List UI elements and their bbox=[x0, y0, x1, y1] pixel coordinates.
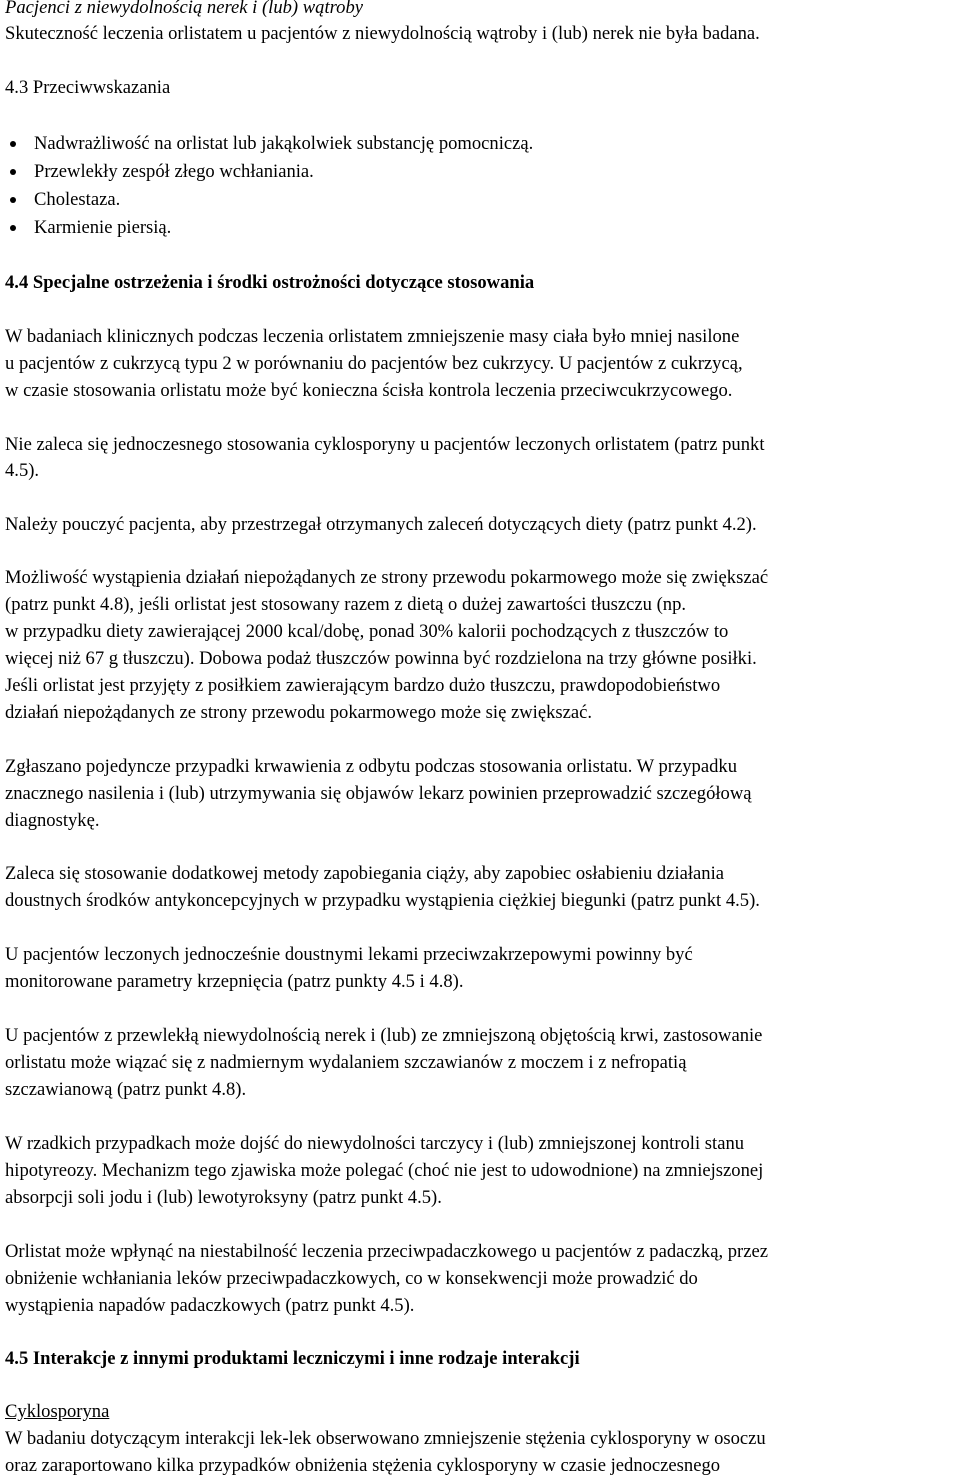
bullet-icon bbox=[10, 197, 16, 203]
paragraph-line: doustnych środków antykoncepcyjnych w przypadku wystąpienia ciężkiej biegunki (patrz punkt 4.5). bbox=[5, 890, 760, 911]
paragraph-line: Orlistat może wpłynąć na niestabilność leczenia przeciwpadaczkowego u pacjentów z padaczką, przez bbox=[5, 1241, 769, 1262]
paragraph-line: hipotyreozy. Mechanizm tego zjawiska może polegać (choć nie jest to udowodnione) na zmniejszonej bbox=[5, 1160, 764, 1181]
paragraph-line: w przypadku diety zawierającej 2000 kcal/dobę, ponad 30% kalorii pochodzących z tłuszczów to bbox=[5, 621, 729, 642]
paragraph-line: obniżenie wchłaniania leków przeciwpadaczkowych, co w konsekwencji może prowadzić do bbox=[5, 1268, 698, 1289]
paragraph-line: orlistatu może wiązać się z nadmiernym wydalaniem szczawianów z moczem i z nefropatią bbox=[5, 1052, 687, 1073]
paragraph-line: U pacjentów z przewlekłą niewydolnością nerek i (lub) ze zmniejszoną objętością krwi, zastosowanie bbox=[5, 1025, 763, 1046]
bullet-icon bbox=[10, 141, 16, 147]
paragraph-line: w czasie stosowania orlistatu może być konieczna ścisła kontrola leczenia przeciwcukrzycowego. bbox=[5, 380, 733, 401]
section-4-4-heading: 4.4 Specjalne ostrzeżenia i środki ostrożności dotyczące stosowania bbox=[5, 272, 535, 293]
subsection-heading: Pacjenci z niewydolnością nerek i (lub) wątroby bbox=[5, 0, 364, 18]
paragraph-line: Jeśli orlistat jest przyjęty z posiłkiem zawierającym bardzo dużo tłuszczu, prawdopodobieństwo bbox=[5, 675, 721, 696]
list-item-text: Cholestaza. bbox=[34, 189, 121, 210]
paragraph-line: u pacjentów z cukrzycą typu 2 w porównaniu do pacjentów bez cukrzycy. U pacjentów z cukrzycą, bbox=[5, 353, 743, 374]
paragraph-line: 4.5). bbox=[5, 460, 40, 481]
paragraph-line: Zaleca się stosowanie dodatkowej metody zapobiegania ciąży, aby zapobiec osłabieniu działania bbox=[5, 863, 725, 884]
subheading-cyklosporyna: Cyklosporyna bbox=[5, 1401, 110, 1422]
section-4-5-heading: 4.5 Interakcje z innymi produktami leczniczymi i inne rodzaje interakcji bbox=[5, 1348, 580, 1369]
bullet-icon bbox=[10, 169, 16, 175]
paragraph-line: diagnostykę. bbox=[5, 810, 100, 831]
paragraph-line: Zgłaszano pojedyncze przypadki krwawienia z odbytu podczas stosowania orlistatu. W przypadku bbox=[5, 756, 737, 777]
paragraph-line: znacznego nasilenia i (lub) utrzymywania się objawów lekarz powinien przeprowadzić szczegółową bbox=[5, 783, 752, 804]
list-item-text: Nadwrażliwość na orlistat lub jakąkolwiek substancję pomocniczą. bbox=[34, 133, 534, 154]
paragraph-line: działań niepożądanych ze strony przewodu pokarmowego może się zwiększać. bbox=[5, 702, 593, 723]
paragraph-line: U pacjentów leczonych jednocześnie doustnymi lekami przeciwzakrzepowymi powinny być bbox=[5, 944, 693, 965]
paragraph-line: Nie zaleca się jednoczesnego stosowania cyklosporyny u pacjentów leczonych orlistatem (patrz punkt bbox=[5, 434, 765, 455]
paragraph-line: W rzadkich przypadkach może dojść do niewydolności tarczycy i (lub) zmniejszonej kontroli stanu bbox=[5, 1133, 745, 1154]
paragraph-line: więcej niż 67 g tłuszczu). Dobowa podaż tłuszczów powinna być rozdzielona na trzy główne posiłki. bbox=[5, 648, 757, 669]
section-4-3-heading: 4.3 Przeciwwskazania bbox=[5, 77, 171, 98]
paragraph-line: W badaniu dotyczącym interakcji lek-lek obserwowano zmniejszenie stężenia cyklosporyny w osoczu bbox=[5, 1428, 766, 1449]
paragraph-line: (patrz punkt 4.8), jeśli orlistat jest stosowany razem z dietą o dużej zawartości tłuszczu (np. bbox=[5, 594, 687, 615]
paragraph-line: absorpcji soli jodu i (lub) lewotyroksyny (patrz punkt 4.5). bbox=[5, 1187, 442, 1208]
paragraph-line: Należy pouczyć pacjenta, aby przestrzegał otrzymanych zaleceń dotyczących diety (patrz punkt 4.2). bbox=[5, 514, 757, 535]
paragraph-line: Możliwość wystąpienia działań niepożądanych ze strony przewodu pokarmowego może się zwiększać bbox=[5, 567, 769, 588]
paragraph-line: W badaniach klinicznych podczas leczenia orlistatem zmniejszenie masy ciała było mniej nasilone bbox=[5, 326, 740, 347]
paragraph-line: wystąpienia napadów padaczkowych (patrz punkt 4.5). bbox=[5, 1295, 415, 1316]
paragraph-line: oraz zaraportowano kilka przypadków obniżenia stężenia cyklosporyny w czasie jednoczesnego bbox=[5, 1455, 721, 1476]
paragraph-line: monitorowane parametry krzepnięcia (patrz punkty 4.5 i 4.8). bbox=[5, 971, 464, 992]
paragraph-line: szczawianową (patrz punkt 4.8). bbox=[5, 1079, 247, 1100]
bullet-icon bbox=[10, 225, 16, 231]
list-item-text: Przewlekły zespół złego wchłaniania. bbox=[34, 161, 314, 182]
subsection-text: Skuteczność leczenia orlistatem u pacjentów z niewydolnością wątroby i (lub) nerek nie była badana. bbox=[5, 23, 760, 44]
list-item-text: Karmienie piersią. bbox=[34, 217, 172, 238]
